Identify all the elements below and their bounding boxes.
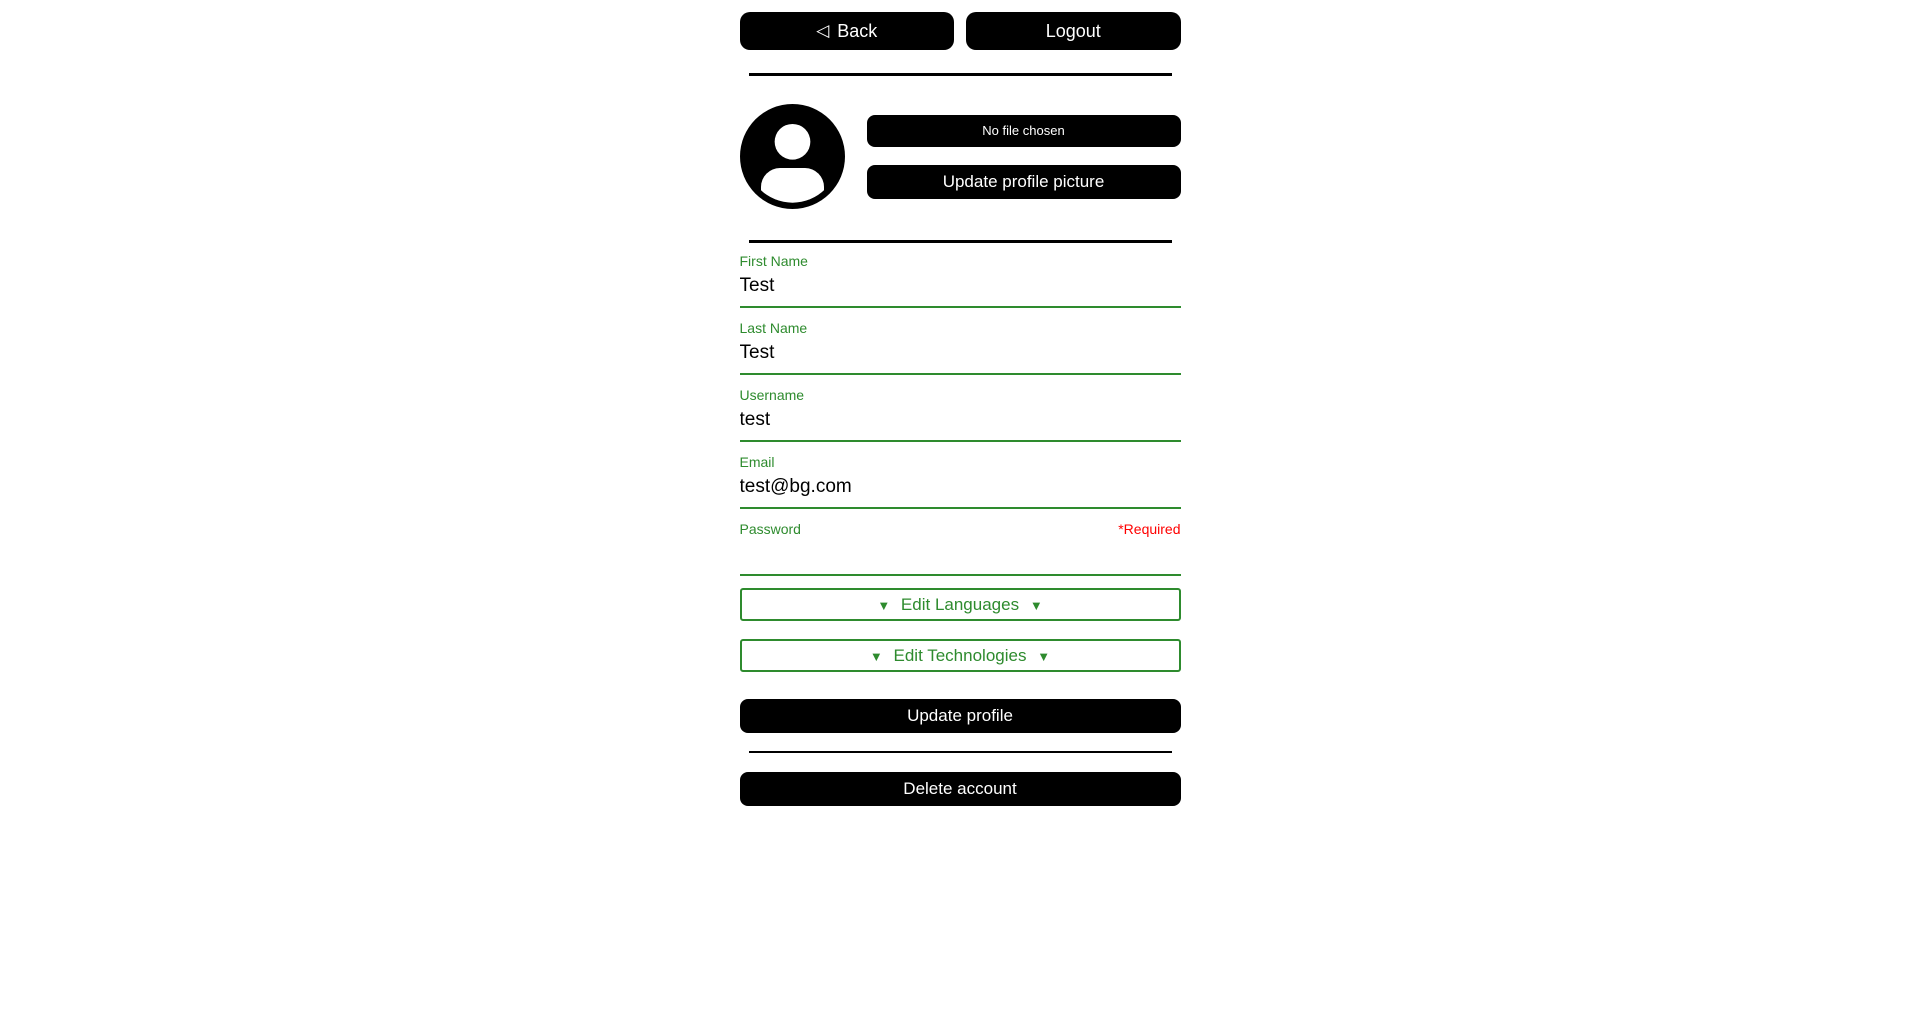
last-name-label: Last Name [739, 320, 808, 336]
back-button[interactable] [740, 12, 955, 50]
file-input-button[interactable] [867, 115, 1181, 147]
logout-button[interactable] [966, 12, 1181, 50]
back-arrow-icon: ◁ [816, 21, 830, 40]
chevron-down-icon: ▼ [877, 597, 891, 613]
username-label: Username [739, 387, 805, 403]
password-field [740, 521, 1181, 576]
chevron-down-icon: ▼ [1029, 597, 1043, 613]
divider [749, 240, 1172, 243]
delete-account-button[interactable] [740, 772, 1181, 806]
username-input[interactable] [740, 404, 1181, 442]
password-required-note: *Required [1118, 521, 1181, 537]
first-name-label: First Name [739, 253, 808, 269]
divider [749, 73, 1172, 76]
last-name-field [740, 320, 1181, 375]
update-profile-button[interactable] [740, 699, 1181, 733]
chevron-down-icon: ▼ [869, 648, 883, 664]
avatar-person-icon [740, 104, 845, 209]
email-field [740, 454, 1181, 509]
logout-button-label: Logout [1045, 20, 1101, 41]
password-input[interactable] [740, 538, 1181, 576]
email-label: Email [739, 454, 775, 470]
edit-technologies-label: Edit Technologies [893, 645, 1027, 665]
update-profile-picture-label: Update profile picture [942, 171, 1105, 191]
back-button-label: Back [837, 20, 878, 41]
update-profile-label: Update profile [907, 706, 1013, 725]
first-name-input[interactable] [740, 270, 1181, 308]
file-input-status: No file chosen [982, 123, 1065, 138]
profile-form [740, 253, 1181, 733]
profile-page [740, 12, 1181, 806]
email-input[interactable] [740, 471, 1181, 509]
last-name-input[interactable] [740, 337, 1181, 375]
profile-picture-section [740, 104, 1181, 209]
picture-controls [867, 115, 1181, 199]
edit-languages-button[interactable] [740, 588, 1181, 621]
edit-languages-label: Edit Languages [900, 594, 1020, 614]
chevron-down-icon: ▼ [1037, 648, 1051, 664]
edit-technologies-button[interactable] [740, 639, 1181, 672]
username-field [740, 387, 1181, 442]
first-name-field [740, 253, 1181, 308]
divider [749, 751, 1172, 753]
top-button-row [740, 12, 1181, 50]
update-profile-picture-button[interactable] [867, 165, 1181, 199]
password-label: Password [739, 521, 801, 537]
delete-account-label: Delete account [903, 779, 1017, 798]
